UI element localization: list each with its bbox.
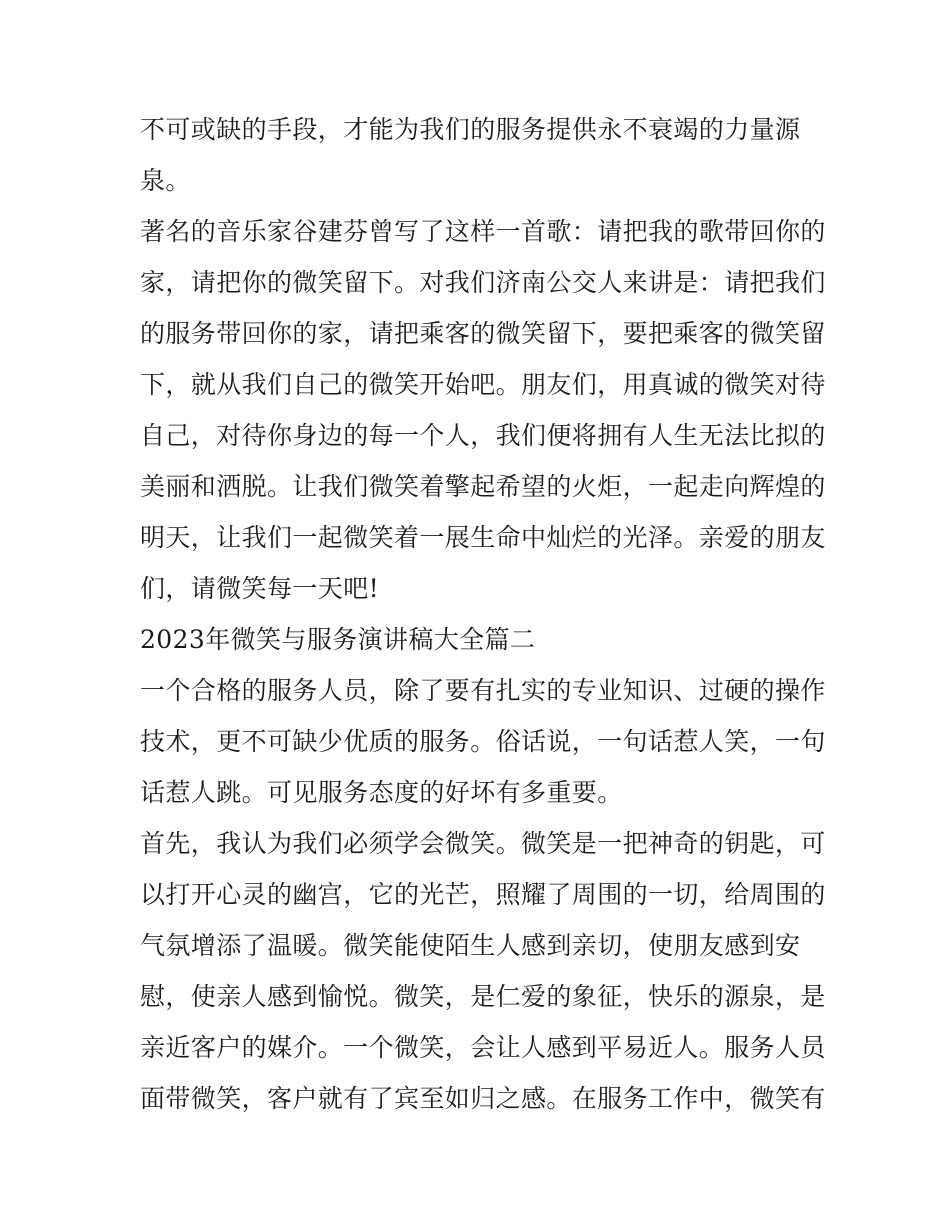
text-line: 一个合格的服务人员，除了要有扎实的专业知识、过硬的操作	[140, 676, 826, 705]
text-line: 的服务带回你的家，请把乘客的微笑留下，要把乘客的微笑留	[140, 319, 826, 348]
text-line: 不可或缺的手段，才能为我们的服务提供永不衰竭的力量源	[140, 115, 801, 144]
text-line: 面带微笑，客户就有了宾至如归之感。在服务工作中，微笑有	[140, 1084, 826, 1113]
section-heading: 2023年微笑与服务演讲稿大全篇二	[140, 625, 536, 654]
text-line: 以打开心灵的幽宫，它的光芒，照耀了周围的一切，给周围的	[140, 880, 826, 909]
text-line: 自己，对待你身边的每一个人，我们便将拥有人生无法比拟的	[140, 421, 826, 450]
text-line: 美丽和洒脱。让我们微笑着擎起希望的火炬，一起走向辉煌的	[140, 472, 826, 501]
text-line: 下，就从我们自己的微笑开始吧。朋友们，用真诚的微笑对待	[140, 370, 826, 399]
text-line: 著名的音乐家谷建芬曾写了这样一首歌：请把我的歌带回你的	[140, 217, 826, 246]
text-line: 明天，让我们一起微笑着一展生命中灿烂的光泽。亲爱的朋友	[140, 523, 826, 552]
text-line: 们，请微笑每一天吧!	[140, 574, 380, 603]
text-line: 泉。	[140, 166, 191, 195]
text-line: 亲近客户的媒介。一个微笑，会让人感到平易近人。服务人员	[140, 1033, 826, 1062]
text-line: 话惹人跳。可见服务态度的好坏有多重要。	[140, 778, 623, 807]
text-line: 气氛增添了温暖。微笑能使陌生人感到亲切，使朋友感到安	[140, 931, 801, 960]
text-line: 首先，我认为我们必须学会微笑。微笑是一把神奇的钥匙，可	[140, 829, 826, 858]
text-line: 慰，使亲人感到愉悦。微笑，是仁爱的象征，快乐的源泉，是	[140, 982, 826, 1011]
text-line: 技术，更不可缺少优质的服务。俗话说，一句话惹人笑，一句	[140, 727, 826, 756]
text-line: 家，请把你的微笑留下。对我们济南公交人来讲是：请把我们	[140, 268, 826, 297]
document-page	[140, 104, 826, 1124]
